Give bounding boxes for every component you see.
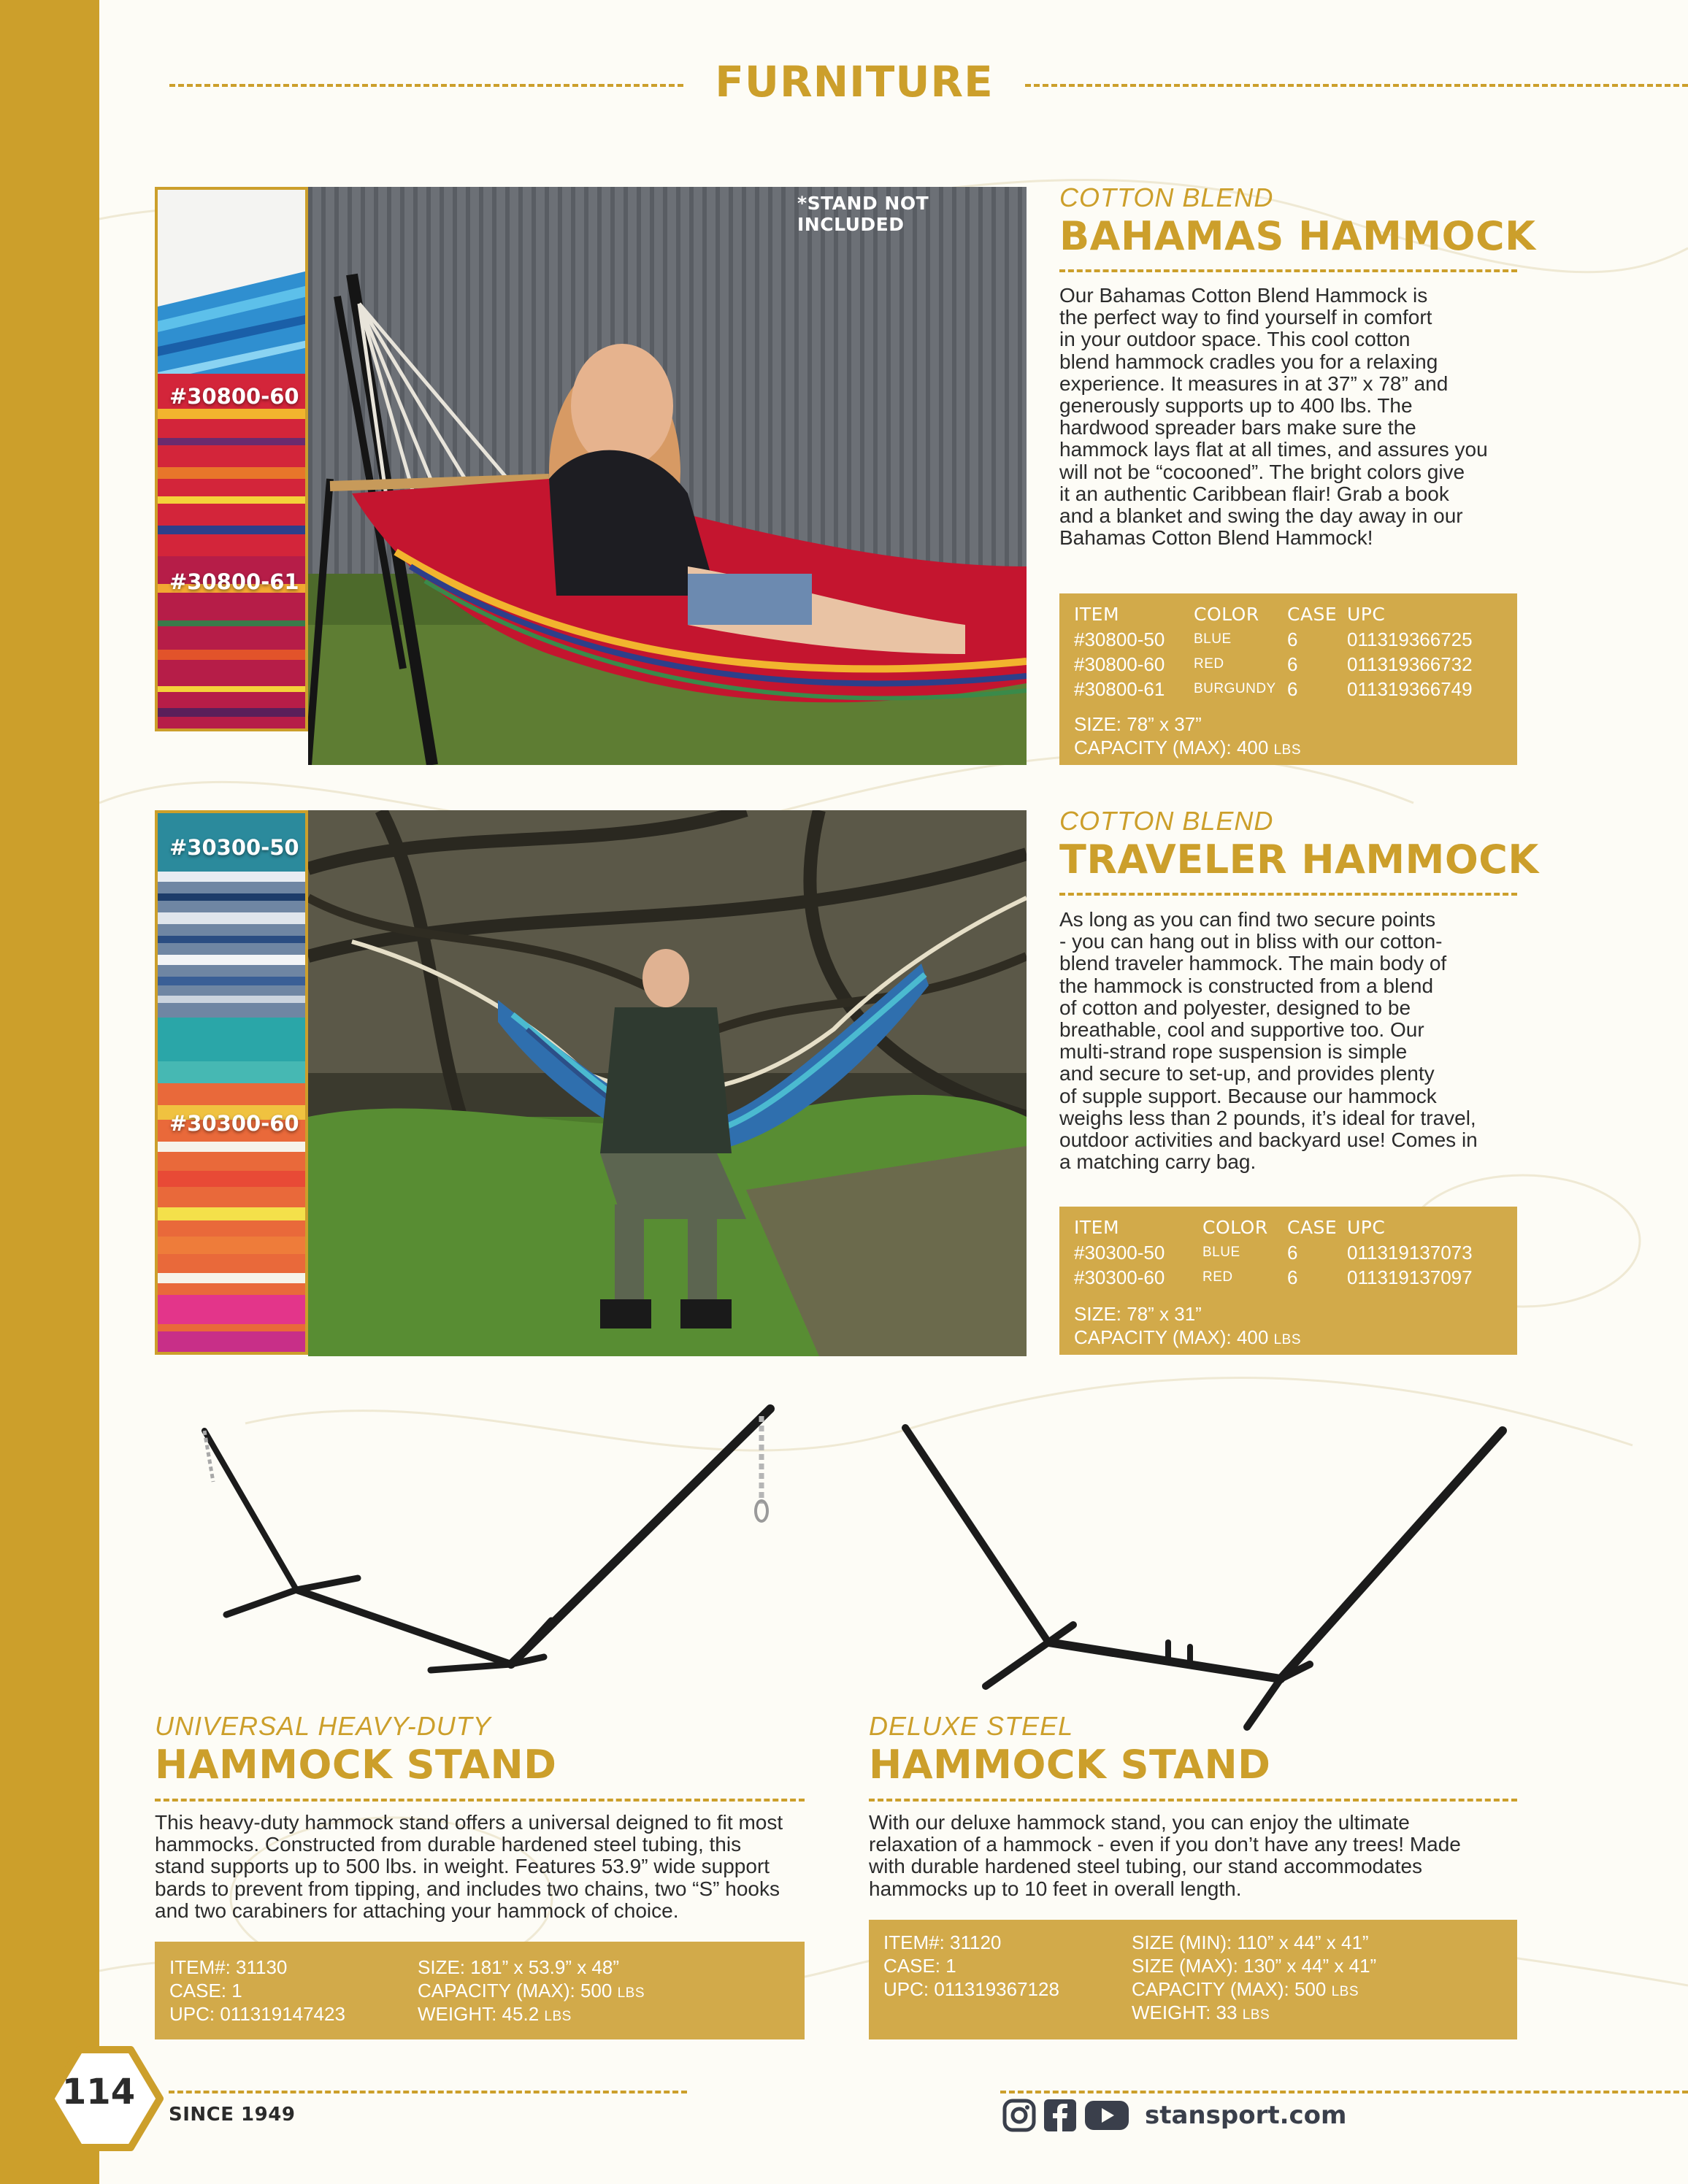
desc-line: breathable, cool and supportive too. Our [1059, 1018, 1424, 1042]
spec-capacity [1132, 1978, 1359, 2003]
spec-header-item: ITEM [1074, 604, 1120, 625]
spec-color: RED [1202, 1269, 1233, 1285]
spec-case: CASE: 1 [169, 1980, 242, 2002]
spec-capacity [418, 1980, 645, 2004]
desc-line: Our Bahamas Cotton Blend Hammock is [1059, 284, 1428, 307]
spec-header-upc: UPC [1347, 1217, 1386, 1238]
spec-case: 6 [1287, 678, 1298, 700]
traveler-subtitle: COTTON BLEND [1059, 806, 1274, 836]
spec-color: BURGUNDY [1194, 681, 1276, 696]
desc-line: Bahamas Cotton Blend Hammock! [1059, 526, 1373, 550]
traveler-title: TRAVELER HAMMOCK [1059, 837, 1539, 883]
deluxe-stand-divider [869, 1799, 1517, 1802]
traveler-spec-box [1059, 1207, 1517, 1355]
spec-item: #30300-60 [1074, 1266, 1165, 1288]
bahamas-description [1059, 285, 1527, 549]
desc-line: With our deluxe hammock stand, you can enjoy the ultimate [869, 1811, 1410, 1834]
deluxe-stand-description [869, 1812, 1526, 1900]
desc-line: will not be “cocooned”. The bright colors give [1059, 460, 1465, 483]
instagram-icon[interactable] [1002, 2098, 1037, 2133]
desc-line: - you can hang out in bliss with our cotton- [1059, 930, 1443, 953]
desc-line: it an authentic Caribbean flair! Grab a book [1059, 482, 1449, 505]
spec-header-upc: UPC [1347, 604, 1386, 625]
spec-size: SIZE: 181” x 53.9” x 48” [418, 1956, 620, 1978]
deluxe-stand-title: HAMMOCK STAND [869, 1742, 1271, 1788]
spec-upc: 011319366732 [1347, 653, 1473, 675]
desc-line: hardwood spreader bars make sure the [1059, 416, 1416, 439]
spec-header-case: CASE [1287, 604, 1338, 625]
universal-stand-description [155, 1812, 812, 1922]
spec-header-color: COLOR [1194, 604, 1259, 625]
desc-line: weighs less than 2 pounds, it’s ideal for travel, [1059, 1106, 1476, 1129]
desc-line: experience. It measures in at 37” x 78” and [1059, 372, 1449, 395]
table-row [1074, 652, 1510, 677]
spec-item: #30300-50 [1074, 1242, 1165, 1264]
stand-not-included-note: *STAND NOT INCLUDED [797, 193, 929, 235]
desc-line: the perfect way to find yourself in comfort [1059, 306, 1432, 329]
desc-line: As long as you can find two secure points [1059, 908, 1436, 931]
spec-weight [418, 2003, 572, 2028]
universal-stand-image [190, 1387, 803, 1679]
bahamas-hammock-photo [308, 187, 1027, 765]
desc-line: and a blanket and swing the day away in our [1059, 504, 1463, 528]
desc-line: stand supports up to 500 lbs. in weight. Features 53.9” wide support [155, 1855, 770, 1878]
desc-line: in your outdoor space. This cool cotton [1059, 328, 1411, 351]
swatch-label-30800-60: #30800-60 [169, 384, 299, 409]
table-row [1074, 1240, 1510, 1265]
table-row [1074, 1265, 1510, 1290]
header-divider-left [169, 84, 683, 87]
spec-header-color: COLOR [1202, 1217, 1268, 1238]
spec-upc: 011319137073 [1347, 1242, 1473, 1264]
bahamas-title: BAHAMAS HAMMOCK [1059, 213, 1536, 259]
universal-stand-title: HAMMOCK STAND [155, 1742, 557, 1788]
spec-color: BLUE [1202, 1245, 1240, 1260]
deluxe-stand-subtitle: DELUXE STEEL [869, 1711, 1074, 1741]
spec-size: SIZE: 78” x 31” [1074, 1303, 1202, 1325]
desc-line: of supple support. Because our hammock [1059, 1084, 1437, 1107]
spec-upc: UPC: 011319367128 [883, 1978, 1059, 2000]
spec-item: ITEM#: 31130 [169, 1956, 288, 1978]
website-link[interactable]: stansport.com [1145, 2101, 1347, 2130]
swatch-label-30800-61: #30800-61 [169, 569, 299, 594]
spec-capacity-value: CAPACITY (MAX): 500 [418, 1980, 613, 2002]
spec-size: SIZE: 78” x 37” [1074, 713, 1202, 735]
desc-line: relaxation of a hammock - even if you don’t have any trees! Made [869, 1833, 1461, 1856]
spec-capacity [1074, 737, 1301, 761]
swatch-label-30300-50: #30300-50 [169, 835, 299, 860]
bahamas-swatch-strip [155, 187, 308, 731]
spec-case: 6 [1287, 628, 1298, 650]
header-divider-right [1025, 84, 1688, 87]
spec-weight-value: WEIGHT: 33 [1132, 2002, 1238, 2023]
desc-line: the hammock is constructed from a blend [1059, 974, 1434, 997]
bahamas-title-divider [1059, 269, 1517, 272]
universal-stand-spec-box [155, 1942, 805, 2039]
spec-upc: 011319137097 [1347, 1266, 1473, 1288]
universal-stand-subtitle: UNIVERSAL HEAVY-DUTY [155, 1711, 491, 1741]
spec-color: BLUE [1194, 631, 1232, 647]
spec-case: 6 [1287, 1266, 1298, 1288]
desc-line: hammock lays flat at all times, and assures you [1059, 438, 1488, 461]
spec-capacity-unit: LBS [1273, 1332, 1301, 1347]
desc-line: multi-strand rope suspension is simple [1059, 1040, 1408, 1064]
spec-capacity-value: CAPACITY (MAX): 400 [1074, 737, 1269, 758]
swatch-label-30300-60: #30300-60 [169, 1111, 299, 1136]
desc-line: outdoor activities and backyard use! Comes in [1059, 1128, 1478, 1152]
spec-header-item: ITEM [1074, 1217, 1120, 1238]
desc-line: bards to prevent from tipping, and includes two chains, two “S” hooks [155, 1877, 780, 1900]
spec-capacity-value: CAPACITY (MAX): 500 [1132, 1978, 1327, 2000]
traveler-swatch-strip [155, 810, 308, 1355]
spec-weight [1132, 2002, 1270, 2026]
spec-color: RED [1194, 656, 1224, 672]
section-title: FURNITURE [715, 57, 994, 107]
spec-item: #30800-61 [1074, 678, 1165, 700]
spec-case: CASE: 1 [883, 1955, 956, 1977]
desc-line: blend hammock cradles you for a relaxing [1059, 350, 1438, 373]
table-row [1074, 627, 1510, 652]
spec-header-row [1074, 602, 1510, 627]
spec-size-min: SIZE (MIN): 110” x 44” x 41” [1132, 1931, 1369, 1953]
desc-line: blend traveler hammock. The main body of [1059, 952, 1447, 975]
spec-upc: 011319366749 [1347, 678, 1473, 700]
bahamas-spec-box [1059, 593, 1517, 765]
table-row [1074, 677, 1510, 701]
since-text: SINCE 1949 [169, 2104, 296, 2126]
traveler-description [1059, 909, 1527, 1173]
spec-case: 6 [1287, 653, 1298, 675]
facebook-icon[interactable] [1043, 2098, 1078, 2133]
spec-upc: UPC: 011319147423 [169, 2003, 345, 2025]
spec-header-row [1074, 1215, 1510, 1240]
spec-unit: LBS [1331, 1984, 1359, 1999]
deluxe-stand-image [891, 1409, 1519, 1745]
spec-size-max: SIZE (MAX): 130” x 44” x 41” [1132, 1955, 1377, 1977]
spec-item: #30800-50 [1074, 628, 1165, 650]
side-band [0, 0, 99, 2184]
bahamas-subtitle: COTTON BLEND [1059, 182, 1274, 212]
spec-unit: LBS [1242, 2007, 1270, 2023]
desc-line: generously supports up to 400 lbs. The [1059, 394, 1413, 418]
desc-line: hammocks. Constructed from durable hardened steel tubing, this [155, 1833, 742, 1856]
spec-unit: LBS [617, 1985, 645, 2001]
spec-capacity [1074, 1326, 1301, 1351]
spec-weight-value: WEIGHT: 45.2 [418, 2003, 540, 2025]
desc-line: and secure to set-up, and provides plenty [1059, 1062, 1435, 1085]
footer-divider-left [169, 2091, 687, 2093]
desc-line: of cotton and polyester, designed to be [1059, 996, 1411, 1019]
footer-divider-right [1000, 2091, 1688, 2093]
spec-capacity-unit: LBS [1273, 742, 1301, 758]
spec-item: ITEM#: 31120 [883, 1931, 1002, 1953]
spec-item: #30800-60 [1074, 653, 1165, 675]
deluxe-stand-spec-box [869, 1920, 1517, 2039]
youtube-icon[interactable] [1083, 2098, 1130, 2133]
desc-line: hammocks up to 10 feet in overall length. [869, 1877, 1242, 1900]
desc-line: a matching carry bag. [1059, 1150, 1257, 1174]
spec-upc: 011319366725 [1347, 628, 1473, 650]
spec-header-case: CASE [1287, 1217, 1338, 1238]
traveler-hammock-photo [308, 810, 1027, 1356]
desc-line: with durable hardened steel tubing, our stand accommodates [869, 1855, 1423, 1878]
spec-case: 6 [1287, 1242, 1298, 1264]
page-number: 114 [61, 2072, 136, 2112]
desc-line: This heavy-duty hammock stand offers a universal deigned to fit most [155, 1811, 783, 1834]
spec-capacity-value: CAPACITY (MAX): 400 [1074, 1326, 1269, 1348]
spec-unit: LBS [544, 2009, 572, 2024]
desc-line: and two carabiners for attaching your hammock of choice. [155, 1899, 679, 1922]
traveler-title-divider [1059, 893, 1517, 896]
universal-stand-divider [155, 1799, 805, 1802]
